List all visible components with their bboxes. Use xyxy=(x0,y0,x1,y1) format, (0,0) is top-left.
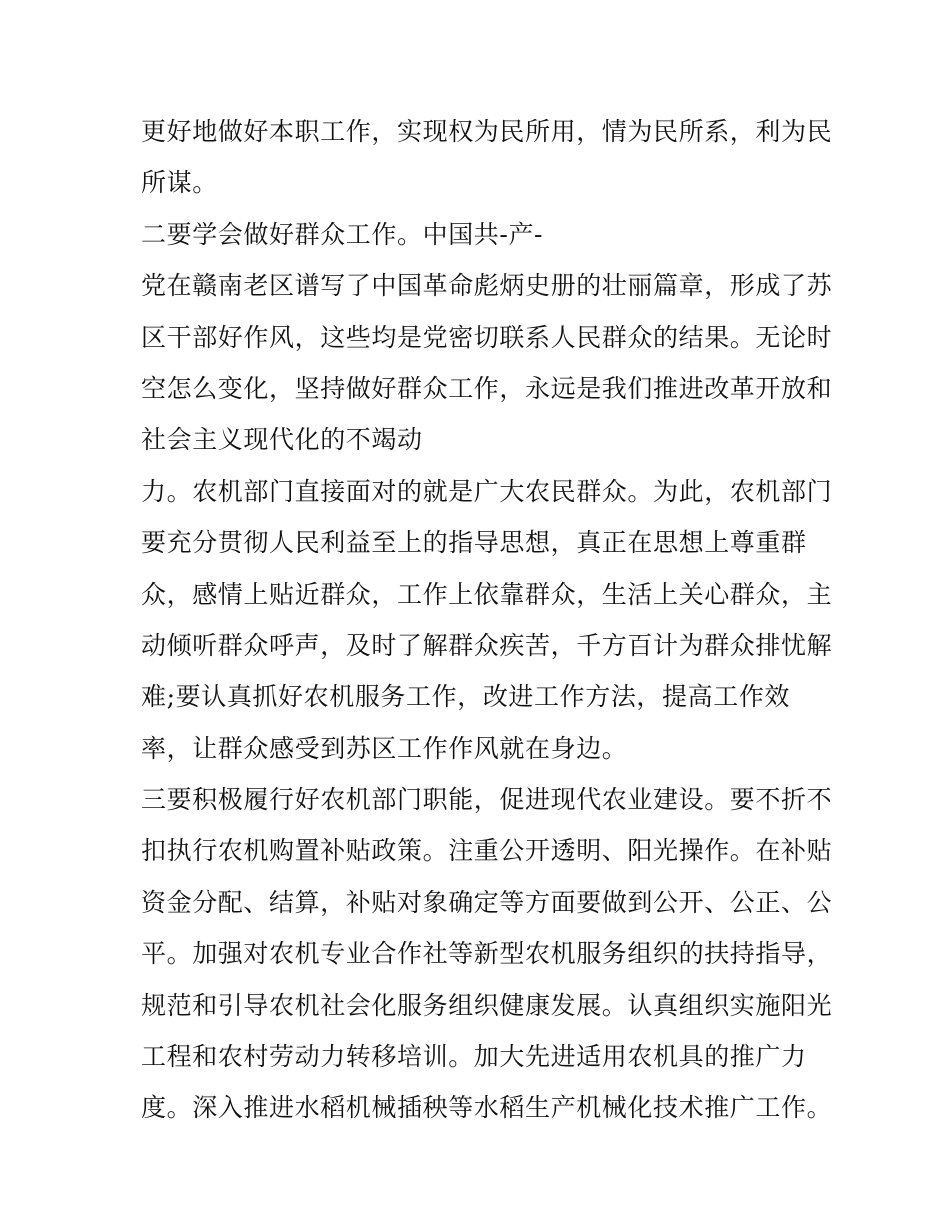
text-line: 二要学会做好群众工作。中国共-产- xyxy=(141,219,544,249)
text-line: 规范和引导农机社会化服务组织健康发展。认真组织实施阳光 xyxy=(141,990,833,1020)
text-line: 度。深入推进水稻机械插秧等水稻生产机械化技术推广工作。 xyxy=(141,1093,833,1123)
text-line: 资金分配、结算，补贴对象确定等方面要做到公开、公正、公 xyxy=(141,887,833,917)
text-line: 平。加强对农机专业合作社等新型农机服务组织的扶持指导， xyxy=(141,939,833,969)
text-line: 所谋。 xyxy=(141,168,218,198)
text-line: 动倾听群众呼声，及时了解群众疾苦，千方百计为群众排忧解 xyxy=(141,630,833,660)
text-line: 力。农机部门直接面对的就是广大农民群众。为此，农机部门 xyxy=(141,476,833,506)
text-line: 三要积极履行好农机部门职能，促进现代农业建设。要不折不 xyxy=(141,785,833,815)
text-line: 工程和农村劳动力转移培训。加大先进适用农机具的推广力 xyxy=(141,1042,807,1072)
text-line: 众，感情上贴近群众，工作上依靠群众，生活上关心群众，主 xyxy=(141,579,833,609)
text-line: 空怎么变化，坚持做好群众工作，永远是我们推进改革开放和 xyxy=(141,373,833,403)
text-line: 区干部好作风，这些均是党密切联系人民群众的结果。无论时 xyxy=(141,322,833,352)
text-line: 社会主义现代化的不竭动 xyxy=(141,425,423,455)
text-line: 率，让群众感受到苏区工作作风就在身边。 xyxy=(141,733,628,763)
text-line: 难;要认真抓好农机服务工作，改进工作方法，提高工作效 xyxy=(141,682,791,712)
text-line: 要充分贯彻人民利益至上的指导思想，真正在思想上尊重群 xyxy=(141,528,807,558)
text-line: 党在赣南老区谱写了中国革命彪炳史册的壮丽篇章，形成了苏 xyxy=(141,271,833,301)
text-line: 更好地做好本职工作，实现权为民所用，情为民所系，利为民 xyxy=(141,117,833,146)
body-text xyxy=(141,106,833,1134)
text-line: 扣执行农机购置补贴政策。注重公开透明、阳光操作。在补贴 xyxy=(141,836,833,866)
